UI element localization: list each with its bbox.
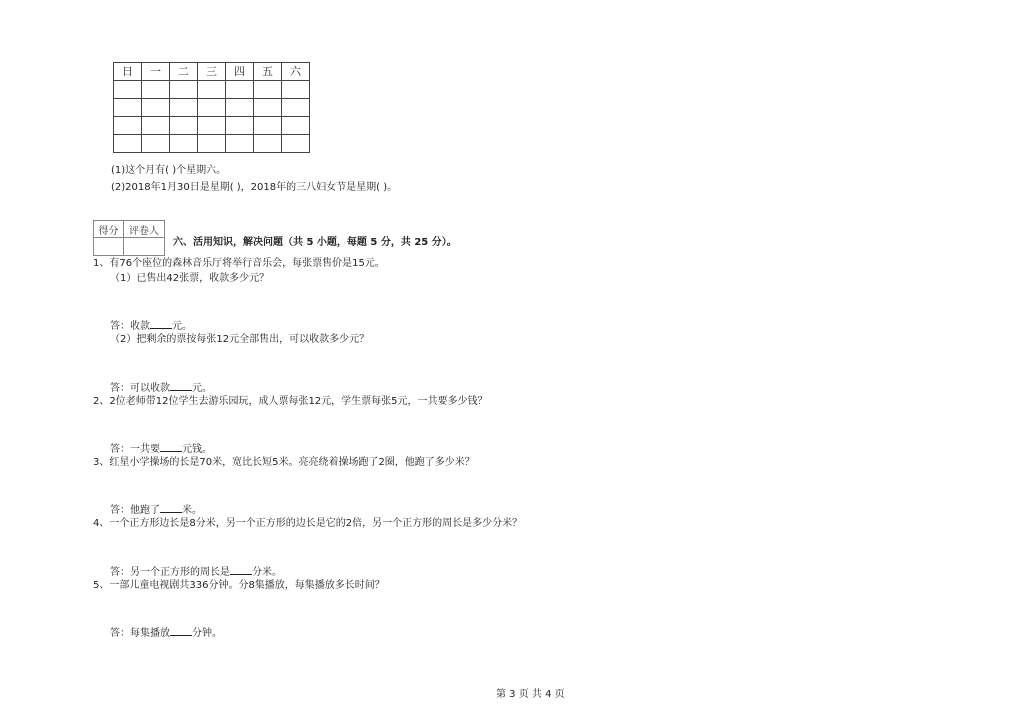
answer-blank[interactable] (160, 442, 182, 452)
calendar-cell[interactable] (254, 99, 282, 117)
answer-suffix: 米。 (182, 505, 202, 516)
calendar-row (114, 135, 310, 153)
problem-1-question: 1、有76个座位的森林音乐厅将举行音乐会，每张票售价是15元。 (93, 258, 385, 269)
calendar-cell[interactable] (142, 135, 170, 153)
answer-prefix: 答：收款 (110, 321, 150, 332)
calendar-cell[interactable] (282, 135, 310, 153)
calendar-header-row (114, 63, 310, 81)
score-field[interactable] (94, 238, 124, 256)
calendar-cell[interactable] (198, 117, 226, 135)
grader-field[interactable] (124, 238, 165, 256)
calendar-cell[interactable] (170, 117, 198, 135)
score-label: 得分 (94, 221, 124, 238)
calendar-cell[interactable] (198, 81, 226, 99)
answer-suffix: 元钱。 (182, 444, 212, 455)
calendar-row (114, 117, 310, 135)
problem-3-question: 3、红星小学操场的长是70米，宽比长短5米。亮亮绕着操场跑了2圈，他跑了多少米？ (93, 457, 475, 468)
answer-prefix: 答：另一个正方形的周长是 (110, 567, 230, 578)
calendar-header-cell: 一 (142, 63, 170, 81)
calendar-cell[interactable] (198, 99, 226, 117)
calendar-table (113, 62, 310, 153)
problem-5-question: 5、一部儿童电视剧共336分钟。分8集播放，每集播放多长时间？ (93, 580, 385, 591)
score-box (93, 220, 165, 256)
calendar-cell[interactable] (282, 81, 310, 99)
calendar-cell[interactable] (282, 117, 310, 135)
answer-blank[interactable] (150, 319, 172, 329)
answer-suffix: 分钟。 (192, 628, 222, 639)
calendar-cell[interactable] (170, 81, 198, 99)
problem-4-answer (110, 565, 282, 579)
calendar-header-cell: 六 (282, 63, 310, 81)
calendar-cell[interactable] (114, 81, 142, 99)
problem-1-answer2 (110, 381, 212, 395)
problem-1-answer1 (110, 319, 192, 333)
calendar-header-cell: 四 (226, 63, 254, 81)
answer-prefix: 答：一共要 (110, 444, 160, 455)
calendar-question-1: (1)这个月有( )个星期六。 (111, 165, 227, 176)
calendar-header-cell: 三 (198, 63, 226, 81)
answer-suffix: 分米。 (252, 567, 282, 578)
calendar-cell[interactable] (226, 99, 254, 117)
calendar-header-cell: 五 (254, 63, 282, 81)
calendar-cell[interactable] (142, 81, 170, 99)
problem-3-answer (110, 503, 202, 517)
problem-5-answer (110, 626, 222, 640)
answer-blank[interactable] (230, 565, 252, 575)
calendar-cell[interactable] (254, 81, 282, 99)
calendar-cell[interactable] (170, 135, 198, 153)
page-number: 第 3 页 共 4 页 (496, 689, 565, 700)
calendar-header-cell: 二 (170, 63, 198, 81)
calendar-cell[interactable] (114, 117, 142, 135)
calendar-row (114, 99, 310, 117)
calendar-cell[interactable] (114, 135, 142, 153)
answer-suffix: 元。 (192, 383, 212, 394)
answer-blank[interactable] (170, 381, 192, 391)
grader-label: 评卷人 (124, 221, 165, 238)
answer-prefix: 答：每集播放 (110, 628, 170, 639)
calendar-cell[interactable] (142, 99, 170, 117)
calendar-cell[interactable] (226, 81, 254, 99)
calendar-cell[interactable] (198, 135, 226, 153)
calendar-cell[interactable] (254, 117, 282, 135)
calendar-cell[interactable] (170, 99, 198, 117)
calendar-cell[interactable] (142, 117, 170, 135)
calendar-cell[interactable] (282, 99, 310, 117)
answer-prefix: 答：可以收款 (110, 383, 170, 394)
answer-suffix: 元。 (172, 321, 192, 332)
answer-prefix: 答：他跑了 (110, 505, 160, 516)
calendar-cell[interactable] (226, 135, 254, 153)
problem-1-sub1: （1）已售出42张票，收款多少元？ (110, 273, 270, 284)
calendar-row (114, 81, 310, 99)
problem-2-answer (110, 442, 212, 456)
calendar-cell[interactable] (114, 99, 142, 117)
calendar-cell[interactable] (226, 117, 254, 135)
calendar-header-cell: 日 (114, 63, 142, 81)
calendar-question-2: (2)2018年1月30日是星期( )，2018年的三八妇女节是星期( )。 (111, 182, 398, 193)
calendar-cell[interactable] (254, 135, 282, 153)
section-title: 六、活用知识，解决问题（共 5 小题，每题 5 分，共 25 分）。 (173, 237, 457, 248)
problem-2-question: 2、2位老师带12位学生去游乐园玩，成人票每张12元，学生票每张5元，一共要多少钱？ (93, 396, 488, 407)
problem-1-sub2: （2）把剩余的票按每张12元全部售出，可以收款多少元？ (110, 334, 370, 345)
answer-blank[interactable] (170, 626, 192, 636)
problem-4-question: 4、一个正方形边长是8分米，另一个正方形的边长是它的2倍，另一个正方形的周长是多少分米？ (93, 518, 523, 529)
answer-blank[interactable] (160, 503, 182, 513)
